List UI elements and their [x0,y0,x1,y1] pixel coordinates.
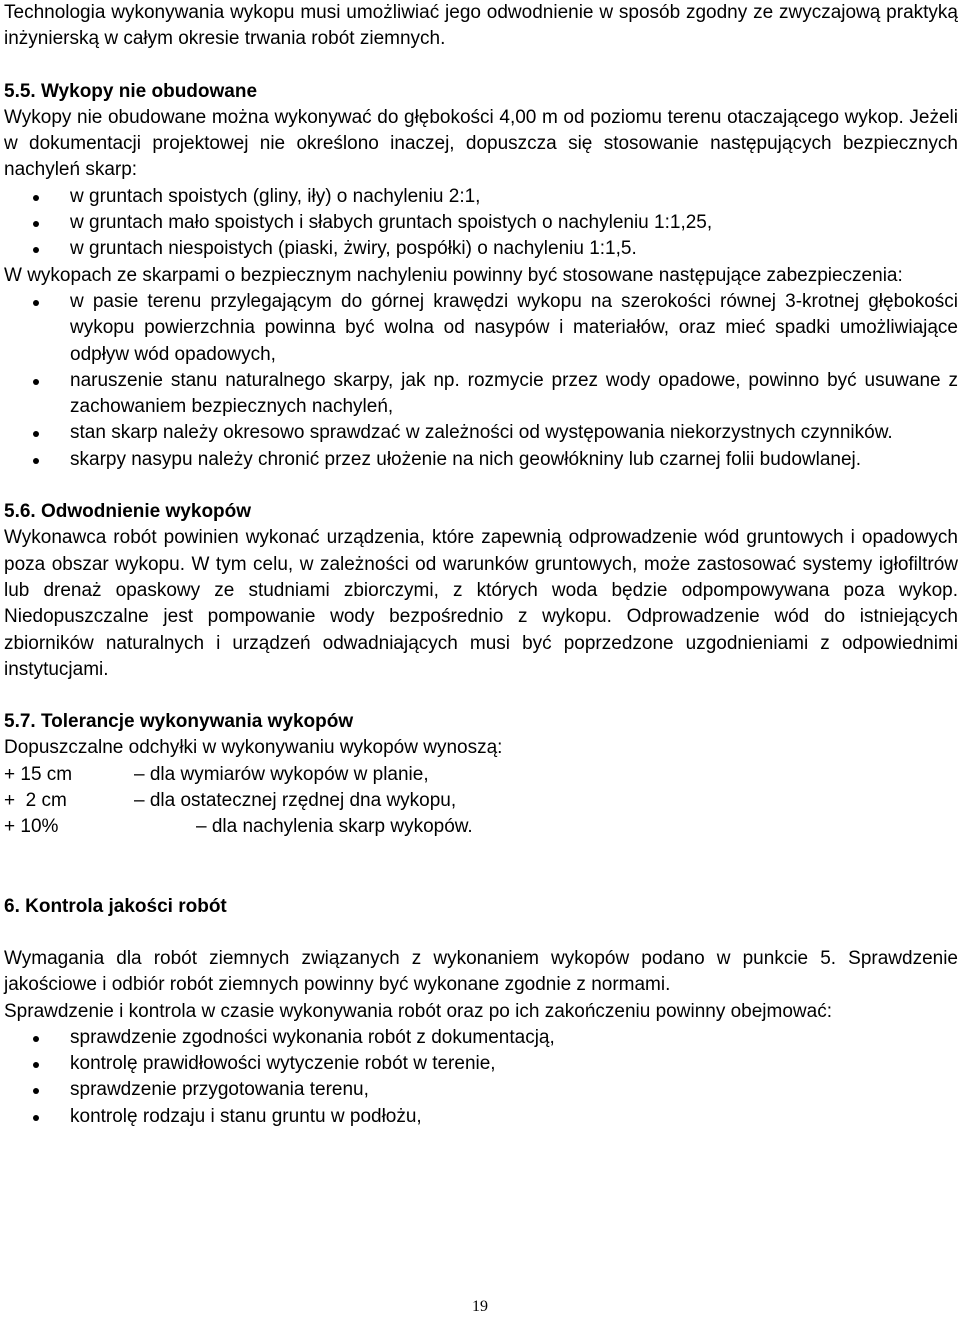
section-5-7-heading: 5.7. Tolerancje wykonywania wykopów [4,711,354,733]
tolerance-row [4,762,958,788]
bullet-icon [33,1062,39,1068]
bullet-icon [33,431,39,437]
list-item: kontrolę rodzaju i stanu gruntu w podłożu, [4,1104,958,1130]
list-item: w gruntach mało spoistych i słabych gruntach spoistych o nachyleniu 1:1,25, [4,210,958,236]
section-5-6-paragraph: Wykonawca robót powinien wykonać urządzenia, które zapewnią odprowadzenie wód gruntowych i opadowych poza obszar wykopu. W tym celu, w zależności od warunków gruntowych, może zastosować systemy igłofiltrów lub drenaż opaskowy ze studniami zbiorczymi, z których woda będzie odpompowywana poza wykop. Niedopuszczalne jest pompowanie wody bezpośrednio z wykopu. Odprowadzenie wód do istniejących zbiorników naturalnych i urządzeń odwadniających musi być poprzedzone uzgodnieniami z odpowiednimi instytucjami. [4,527,958,680]
list-item: w gruntach spoistych (gliny, iły) o nachyleniu 2:1, [4,184,958,210]
list-item: kontrolę prawidłowości wytyczenie robót w terenie, [4,1051,958,1077]
section-6-paragraph-1: Wymagania dla robót ziemnych związanych z wykonaniem wykopów podano w punkcie 5. Sprawdzenie jakościowe i odbiór robót ziemnych powinny być wykonane zgodnie z normami. [4,947,958,996]
list-item: stan skarp należy okresowo sprawdzać w zależności od występowania niekorzystnych czynników. [4,420,958,446]
tolerance-row [4,814,958,840]
section-5-7-paragraph: Dopuszczalne odchyłki w wykonywaniu wykopów wynoszą: [4,737,503,759]
tolerance-value: + 15 cm [4,763,73,785]
tolerance-description: – dla ostatecznej rzędnej dna wykopu, [134,790,457,812]
document-page [4,0,958,1130]
tolerance-row [4,788,958,814]
list-item: naruszenie stanu naturalnego skarpy, jak np. rozmycie przez wody opadowe, powinno być usuwane z zachowaniem bezpiecznych nachyleń, [4,368,958,421]
protection-list [4,289,958,473]
list-item: sprawdzenie przygotowania terenu, [4,1077,958,1103]
list-item: skarpy nasypu należy chronić przez ułożenie na nich geowłókniny lub czarnej folii budowlanej. [4,447,958,473]
bullet-icon [33,221,39,227]
list-item: sprawdzenie zgodności wykonania robót z dokumentacją, [4,1025,958,1051]
tolerance-value: + 10% [4,816,59,838]
section-5-5-heading: 5.5. Wykopy nie obudowane [4,80,258,102]
bullet-icon [33,1115,39,1121]
section-5-5-paragraph-2: W wykopach ze skarpami o bezpiecznym nachyleniu powinny być stosowane następujące zabezpieczenia: [4,264,903,286]
section-5-5-paragraph-1: Wykopy nie obudowane można wykonywać do głębokości 4,00 m od poziomu terenu otaczającego wykop. Jeżeli w dokumentacji projektowej nie określono inaczej, dopuszcza się stosowanie następujących bezpiecznych nachyleń skarp: [4,106,958,181]
section-6-paragraph-2: Sprawdzenie i kontrola w czasie wykonywania robót oraz po ich zakończeniu powinny obejmować: [4,1000,832,1022]
intro-paragraph: Technologia wykonywania wykopu musi umożliwiać jego odwodnienie w sposób zgodny ze zwyczajową praktyką inżynierską w całym okresie trwania robót ziemnych. [4,2,958,50]
section-6-heading: 6. Kontrola jakości robót [4,895,227,917]
tolerance-description: – dla nachylenia skarp wykopów. [196,816,473,838]
bullet-icon [33,195,39,201]
tolerance-description: – dla wymiarów wykopów w planie, [134,763,429,785]
bullet-icon [33,458,39,464]
bullet-icon [33,379,39,385]
bullet-icon [33,1088,39,1094]
bullet-icon [33,247,39,253]
slope-list [4,184,958,263]
bullet-icon [33,1036,39,1042]
list-item: w gruntach niespoistych (piaski, żwiry, pospółki) o nachyleniu 1:1,5. [4,236,958,262]
tolerance-value: + 2 cm [4,790,67,812]
control-list [4,1025,958,1130]
page-number: 19 [472,1298,488,1315]
list-item: w pasie terenu przylegającym do górnej krawędzi wykopu na szerokości równej 3-krotnej głębokości wykopu powierzchnia powinna być wolna od nasypów i materiałów, oraz mieć spadki umożliwiające odpływ wód opadowych, [4,289,958,368]
bullet-icon [33,300,39,306]
section-5-6-heading: 5.6. Odwodnienie wykopów [4,501,252,523]
